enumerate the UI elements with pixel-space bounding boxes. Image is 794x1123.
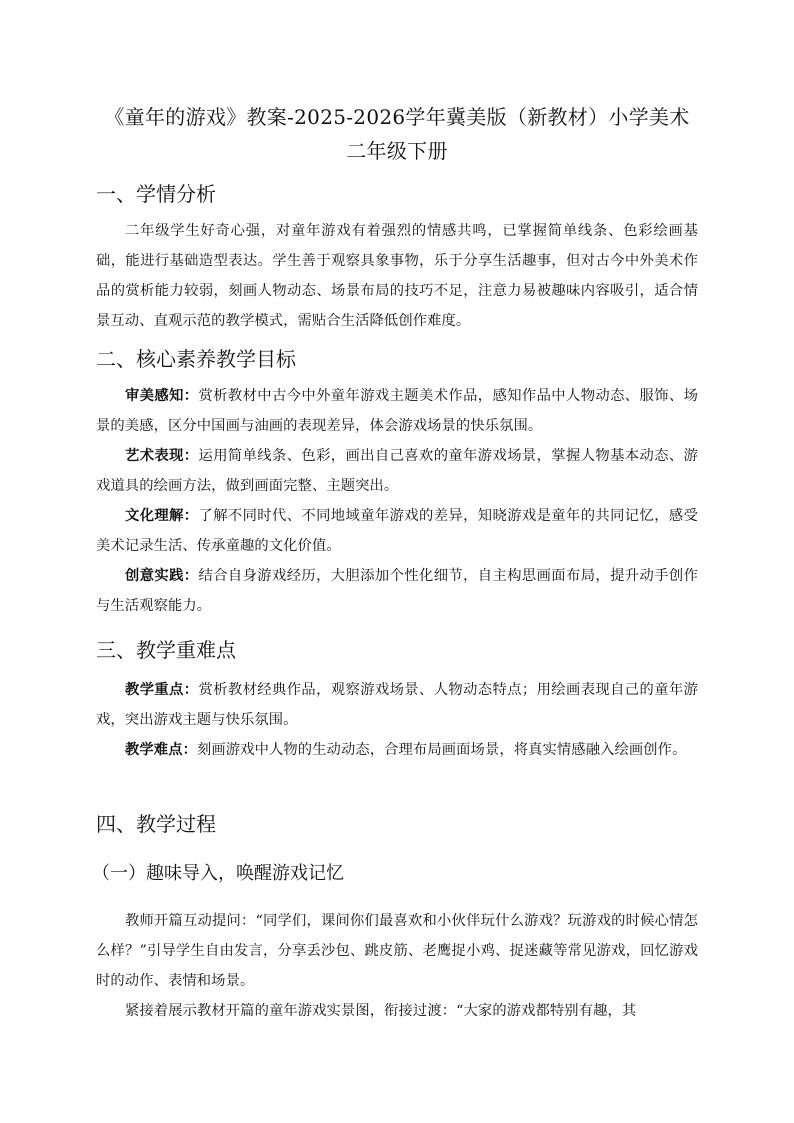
goal-label: 文化理解： (125, 508, 199, 524)
difficulty-item (96, 735, 698, 765)
title-line-2: 二年级下册 (346, 139, 448, 163)
document-title (96, 100, 698, 168)
goal-text: 了解不同时代、不同地域童年游戏的差异，知晓游戏是童年的共同记忆，感受美术记录生活、传承童趣的文化价值。 (96, 508, 698, 554)
section-heading-learner-analysis: 一、学情分析 (96, 182, 216, 206)
goal-label: 审美感知： (125, 388, 199, 404)
paragraph-intro-1: 教师开篇互动提问：“同学们，课间你们最喜欢和小伙伴玩什么游戏？玩游戏的时候心情怎么样？”引导学生自由发言，分享丢沙包、跳皮筋、老鹰捉小鸡、捉迷藏等常见游戏，回忆游戏时的动作、表情和场景。 (96, 913, 698, 989)
section-heading-core-goals: 二、核心素养教学目标 (96, 347, 296, 371)
goal-label: 创意实践： (125, 568, 199, 584)
key-point-label: 教学重点： (125, 682, 199, 698)
goal-item-culture (96, 501, 698, 561)
goal-label: 艺术表现： (125, 448, 199, 464)
goal-text: 赏析教材中古今中外童年游戏主题美术作品，感知作品中人物动态、服饰、场景的美感，区分中国画与油画的表现差异，体会游戏场景的快乐氛围。 (96, 388, 698, 434)
goal-text: 结合自身游戏经历，大胆添加个性化细节，自主构思画面布局，提升动手创作与生活观察能力。 (96, 568, 698, 614)
section-heading-teaching-process: 四、教学过程 (96, 812, 216, 836)
key-point-text: 赏析教材经典作品，观察游戏场景、人物动态特点；用绘画表现自己的童年游戏，突出游戏主题与快乐氛围。 (96, 682, 698, 728)
paragraph-intro-2: 紧接着展示教材开篇的童年游戏实景图，衔接过渡：“大家的游戏都特别有趣，其 (125, 1003, 637, 1019)
goal-item-aesthetic (96, 381, 698, 441)
goal-item-creativity (96, 561, 698, 621)
difficulty-text: 刻画游戏中人物的生动动态，合理布局画面场景，将真实情感融入绘画创作。 (196, 742, 687, 758)
difficulty-label: 教学难点： (125, 742, 197, 758)
goal-text: 运用简单线条、色彩，画出自己喜欢的童年游戏场景，掌握人物基本动态、游戏道具的绘画方法，做到画面完整、主题突出。 (96, 448, 698, 494)
title-line-1: 《童年的游戏》教案-2025-2026学年冀美版（新教材）小学美术 (104, 105, 690, 129)
key-point-item (96, 675, 698, 735)
paragraph-learner-analysis: 二年级学生好奇心强，对童年游戏有着强烈的情感共鸣，已掌握简单线条、色彩绘画基础，能进行基础造型表达。学生善于观察具象事物，乐于分享生活趣事，但对古今中外美术作品的赏析能力较弱，刻画人物动态、场景布局的技巧不足，注意力易被趣味内容吸引，适合情景互动、直观示范的教学模式，需贴合生活降低创作难度。 (96, 223, 698, 329)
subsection-heading-intro: （一）趣味导入，唤醒游戏记忆 (92, 863, 344, 884)
section-heading-key-points: 三、教学重难点 (96, 638, 236, 662)
goal-item-expression (96, 441, 698, 501)
